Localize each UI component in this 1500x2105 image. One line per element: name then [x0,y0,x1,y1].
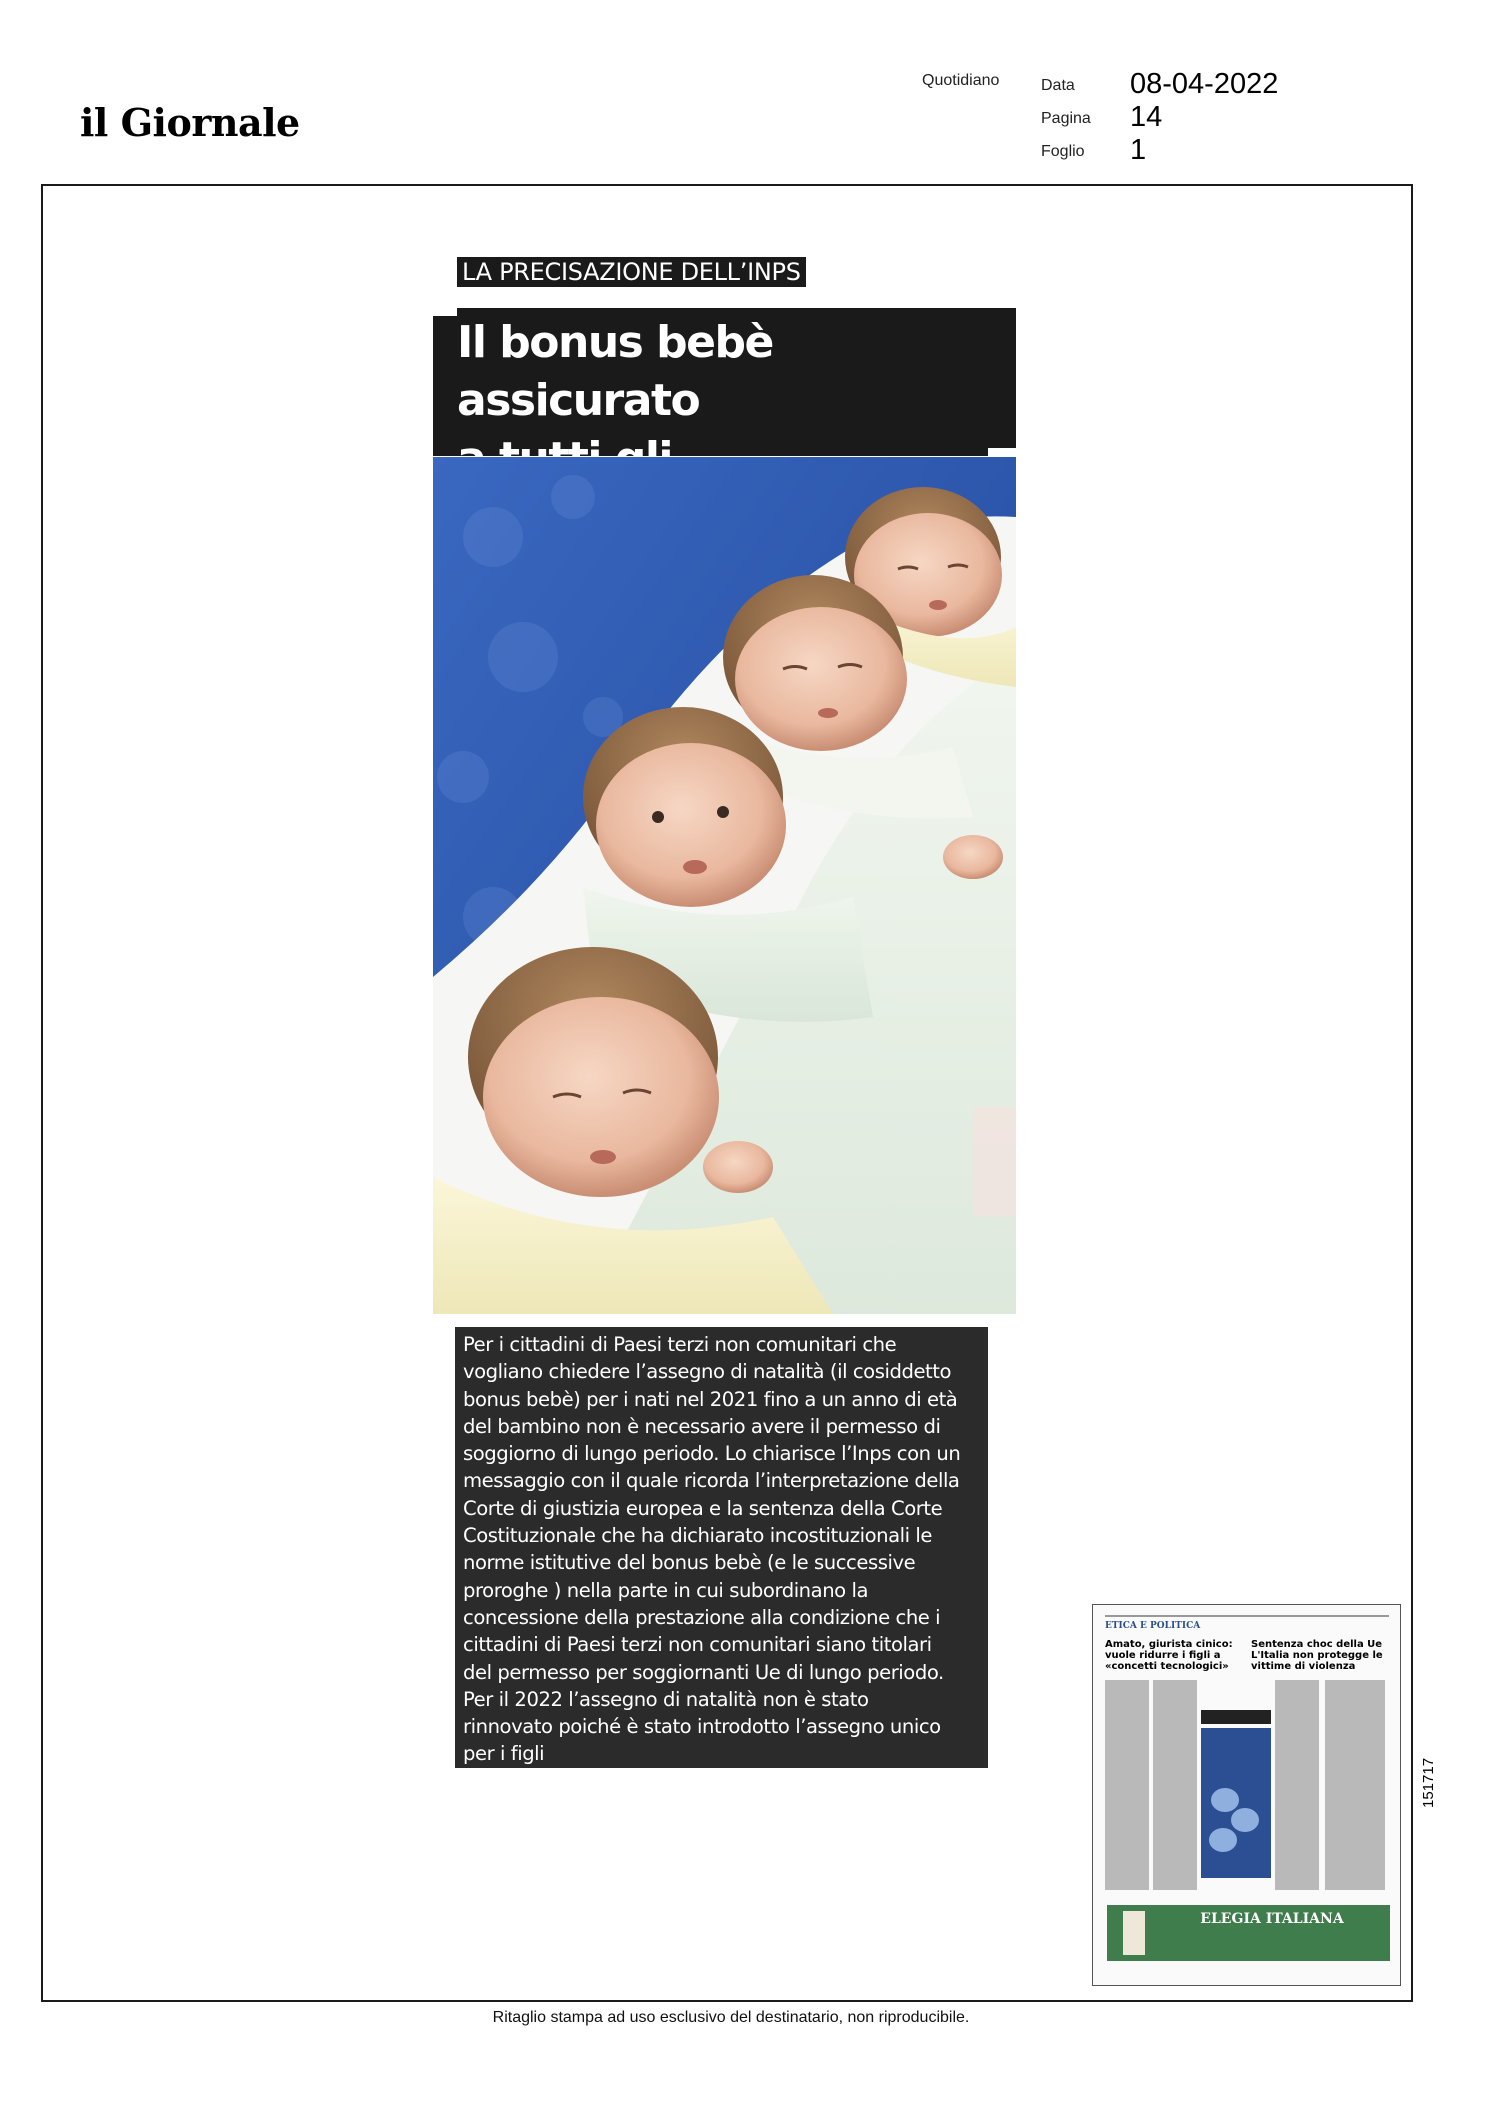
date-label: Data [1041,77,1075,94]
newborns-photo [433,457,1016,1314]
body-line: Per il 2022 l’assegno di natalità non è stato [463,1687,869,1711]
clipping-code: 151717 [1420,1757,1437,1808]
body-line: Costituzionale che ha dichiarato incostituzionali le [463,1524,932,1548]
page-thumbnail [1092,1604,1401,1986]
thumb-banner [1107,1905,1390,1961]
page-value: 14 [1130,101,1163,133]
body-line: rinnovato poiché è stato introdotto l’assegno unico [463,1715,941,1739]
article-body [455,1327,988,1768]
thumb-rule [1105,1615,1389,1617]
thumb-left-headline: Amato, giurista cinico: vuole ridurre i figli a «concetti tecnologici» [1105,1639,1233,1672]
thumb-right-headline: Sentenza choc della Ue L'Italia non protegge le vittime di violenza [1251,1639,1383,1672]
body-line: cittadini di Paesi terzi non comunitari siano titolari [463,1633,932,1657]
page-label: Pagina [1041,110,1091,127]
body-line: Corte di giustizia europea e la sentenza della Corte [463,1496,943,1520]
body-line: vogliano chiedere l’assegno di natalità (il cosiddetto [463,1360,952,1384]
reproduction-notice: Ritaglio stampa ad uso esclusivo del destinatario, non riproducibile. [492,2009,970,2026]
article-kicker: LA PRECISAZIONE DELL’INPS [457,257,806,287]
date-value: 08-04-2022 [1130,68,1279,100]
sheet-value: 1 [1130,134,1147,166]
masthead-logo: il Giornale [80,100,300,145]
thumb-book-cover [1123,1911,1145,1955]
body-line: del permesso per soggiornanti Ue di lungo periodo. [463,1660,944,1684]
body-line: concessione della prestazione alla condizione che i [463,1605,941,1629]
headline-line: Il bonus bebè assicurato [457,317,773,426]
thumb-columns [1105,1680,1391,1900]
article-headline [457,314,987,448]
thumb-banner-title: ELEGIA ITALIANA [1200,1911,1344,1927]
publication-type: Quotidiano [922,72,1000,89]
body-line: soggiorno di lungo periodo. Lo chiarisce l’Inps con un [463,1442,961,1466]
body-line: bonus bebè) per i nati nel 2021 fino a un anno di età [463,1387,958,1411]
thumb-section: ETICA E POLITICA [1105,1621,1201,1631]
headline-block [433,308,1016,456]
body-line: proroghe ) nella parte in cui subordinano la [463,1578,869,1602]
body-line: norme istitutive del bonus bebè (e le successive [463,1551,916,1575]
body-line: messaggio con il quale ricorda l’interpretazione della [463,1469,960,1493]
body-line: Per i cittadini di Paesi terzi non comunitari che [463,1333,897,1356]
headline-notch [433,308,457,316]
body-line: del bambino non è necessario avere il permesso di [463,1414,941,1438]
headline-notch [988,448,1016,456]
body-line: per i figli [463,1742,545,1766]
sheet-label: Foglio [1041,143,1085,160]
